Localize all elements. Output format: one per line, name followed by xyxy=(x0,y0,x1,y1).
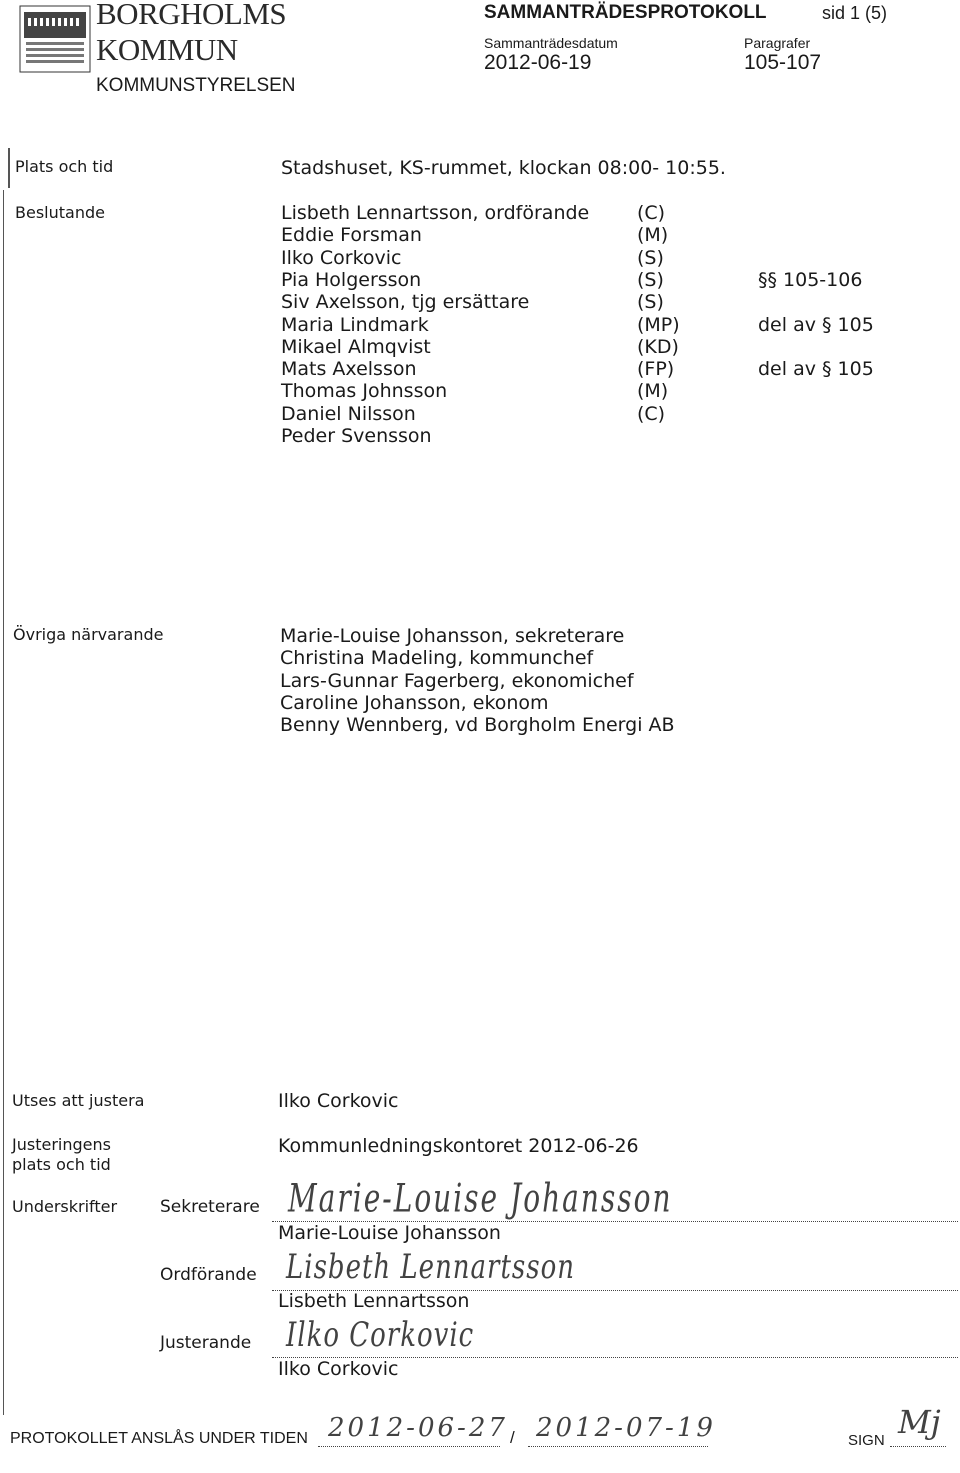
place-time-value: Stadshuset, KS-rummet, klockan 08:00- 10:55. xyxy=(281,157,726,179)
signature-name-chair: Lisbeth Lennartsson xyxy=(278,1290,470,1312)
member-name: Lisbeth Lennartsson, ordförande xyxy=(281,202,590,224)
adjust-place-value: Kommunledningskontoret 2012-06-26 xyxy=(278,1135,639,1157)
member-attendance-note: §§ 105-106 xyxy=(758,268,863,291)
member-party: (S) xyxy=(637,268,664,291)
signatures-label: Underskrifter xyxy=(12,1197,118,1216)
member-party: (S) xyxy=(637,291,664,314)
member-name: Daniel Nilsson xyxy=(281,402,416,425)
other-attendee: Benny Wennberg, vd Borgholm Energi AB xyxy=(280,714,675,737)
municipality-logo xyxy=(18,2,92,76)
signature-name-secretary: Marie-Louise Johansson xyxy=(278,1222,501,1244)
member-party: (KD) xyxy=(637,335,679,358)
member-party: (S) xyxy=(637,246,664,269)
handwritten-signature-adjuster: Ilko Corkovic xyxy=(286,1316,475,1355)
sign-label: SIGN xyxy=(848,1432,885,1449)
document-title: SAMMANTRÄDESPROTOKOLL xyxy=(484,2,767,23)
member-name: Peder Svensson xyxy=(281,425,432,447)
posted-to-line xyxy=(528,1446,708,1447)
posted-from-line xyxy=(318,1446,500,1447)
member-name: Ilko Corkovic xyxy=(281,246,402,269)
other-attendee: Caroline Johansson, ekonom xyxy=(280,691,549,714)
department-name: KOMMUNSTYRELSEN xyxy=(96,75,296,96)
adjust-place-label-1: Justeringens xyxy=(12,1135,111,1154)
beslutande-label: Beslutande xyxy=(15,203,105,222)
castle-logo-icon xyxy=(18,2,92,76)
sign-line xyxy=(890,1446,946,1447)
handwritten-signature-chair: Lisbeth Lennartsson xyxy=(286,1248,576,1287)
signature-role-adjuster: Justerande xyxy=(160,1333,252,1353)
member-attendance-note: del av § 105 xyxy=(758,313,874,336)
member-party: (C) xyxy=(637,402,666,425)
member-party: (C) xyxy=(637,202,666,224)
member-name: Pia Holgersson xyxy=(281,268,422,291)
paragraphs-range: 105-107 xyxy=(744,51,822,74)
member-name: Eddie Forsman xyxy=(281,224,422,247)
date-separator: / xyxy=(510,1428,515,1447)
posted-period-label: PROTOKOLLET ANSLÅS UNDER TIDEN xyxy=(10,1430,308,1447)
logo-line-2: KOMMUN xyxy=(96,32,238,67)
signature-role-secretary: Sekreterare xyxy=(160,1197,260,1217)
posted-to-date: 2012-07-19 xyxy=(536,1413,716,1443)
meeting-date: 2012-06-19 xyxy=(484,51,592,74)
place-time-label: Plats och tid xyxy=(15,157,114,176)
sign-initials: Mj xyxy=(898,1403,941,1441)
frame-line-main xyxy=(3,190,4,1415)
member-name: Mats Axelsson xyxy=(281,358,417,381)
adjust-value: Ilko Corkovic xyxy=(278,1090,399,1112)
signature-role-chair: Ordförande xyxy=(160,1265,257,1285)
other-attendee: Christina Madeling, kommunchef xyxy=(280,647,594,670)
member-party: (M) xyxy=(637,380,669,403)
others-label: Övriga närvarande xyxy=(13,625,164,644)
member-name: Maria Lindmark xyxy=(281,313,429,336)
handwritten-signature-secretary: Marie-Louise Johansson xyxy=(288,1175,673,1222)
other-attendee: Lars-Gunnar Fagerberg, ekonomichef xyxy=(280,669,634,692)
member-party: (FP) xyxy=(637,358,675,381)
adjust-place-label-2: plats och tid xyxy=(12,1155,111,1174)
member-party: (M) xyxy=(637,224,669,247)
frame-line-top xyxy=(8,148,10,188)
logo-line-1: BORGHOLMS xyxy=(96,0,287,31)
member-attendance-note: del av § 105 xyxy=(758,358,874,381)
signature-name-adjuster: Ilko Corkovic xyxy=(278,1358,399,1380)
page-info: sid 1 (5) xyxy=(822,3,888,23)
other-attendee: Marie-Louise Johansson, sekreterare xyxy=(280,625,625,647)
paragraphs-label: Paragrafer xyxy=(744,35,811,51)
member-party: (MP) xyxy=(637,313,680,336)
member-name: Siv Axelsson, tjg ersättare xyxy=(281,291,530,314)
posted-from-date: 2012-06-27 xyxy=(328,1413,508,1443)
member-name: Thomas Johnsson xyxy=(281,380,448,403)
adjust-label: Utses att justera xyxy=(12,1091,145,1110)
member-name: Mikael Almqvist xyxy=(281,335,431,358)
meeting-date-label: Sammanträdesdatum xyxy=(484,35,618,51)
